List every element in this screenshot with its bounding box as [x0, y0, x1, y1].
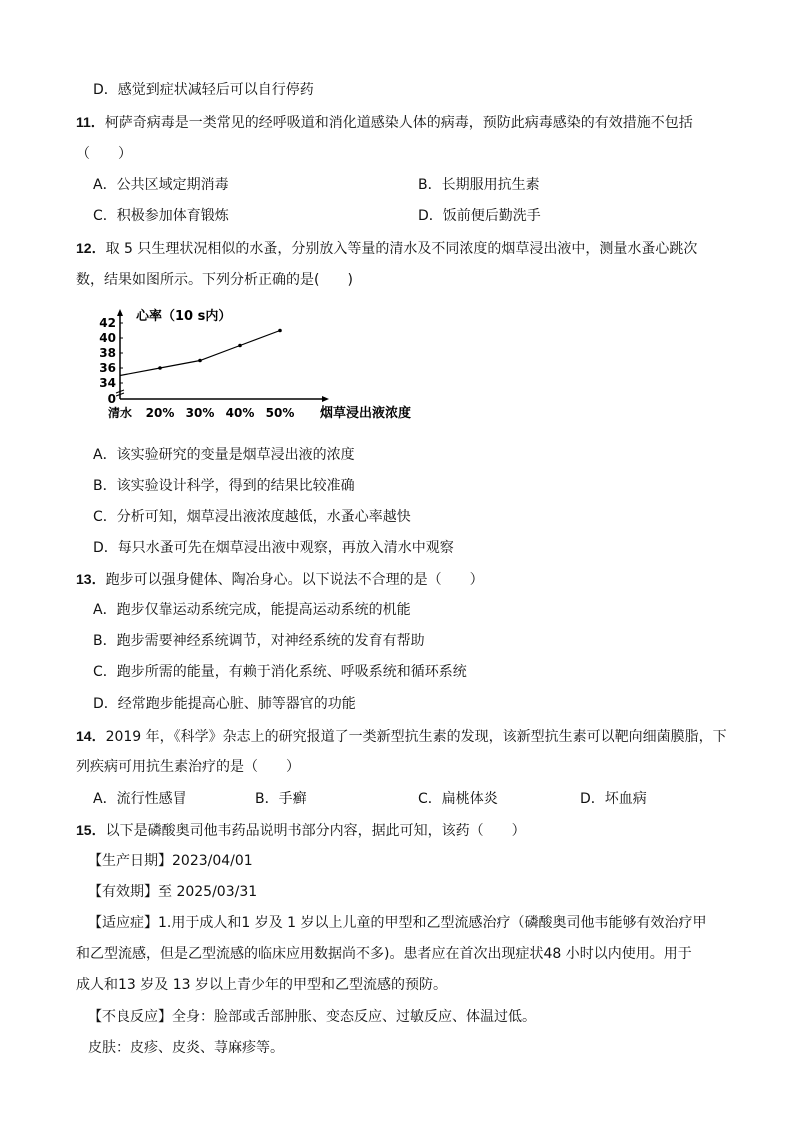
chart-x-tick-label: 清水: [107, 406, 133, 420]
chart-y-axis-label: 心率（10 s内）: [136, 309, 232, 324]
q12-stem-text: 取 5 只生理状况相似的水蚤，分别放入等量的清水及不同浓度的烟草浸出液中，测量水蚤心跳次: [105, 241, 698, 257]
q15-expiry: 【有效期】至 2025/03/31: [88, 884, 258, 900]
chart-x-axis-label: 烟草浸出液浓度: [320, 406, 412, 421]
q14-option-c: C．扁桃体炎: [418, 791, 498, 807]
q14-stem-text: 2019 年，《科学》杂志上的研究报道了一类新型抗生素的发现，该新型抗生素可以靶向细菌膜脂，下: [105, 729, 727, 745]
q12-stem-line2: 数，结果如图所示。下列分析正确的是( ): [76, 272, 353, 288]
q12-option-d: D．每只水蚤可先在烟草浸出液中观察，再放入清水中观察: [93, 540, 454, 556]
q12-number: 12．: [76, 240, 106, 256]
q11-option-d: D．饭前便后勤洗手: [418, 208, 541, 224]
q13-option-a: A．跑步仅靠运动系统完成，能提高运动系统的机能: [93, 602, 411, 618]
q11-stem-text: 柯萨奇病毒是一类常见的经呼吸道和消化道感染人体的病毒，预防此病毒感染的有效措施不包括: [104, 115, 693, 131]
chart-x-tick-label: 20%: [145, 406, 175, 420]
q15-stem-text: 以下是磷酸奥司他韦药品说明书部分内容，据此可知，该药（ ）: [105, 823, 526, 839]
q13-stem: [76, 569, 484, 590]
chart-x-tick-label: 50%: [265, 406, 295, 420]
q12-option-c: C．分析可知，烟草浸出液浓度越低，水蚤心率越快: [93, 509, 411, 525]
chart-y-tick-label: 0: [107, 392, 116, 406]
q14-option-a: A．流行性感冒: [93, 791, 187, 807]
q14-stem-line1: [76, 726, 727, 747]
chart-data-point: [158, 366, 162, 370]
q12-option-a: A．该实验研究的变量是烟草浸出液的浓度: [93, 447, 355, 463]
chart-data-point: [198, 359, 202, 363]
chart-x-axis-arrow: [322, 396, 329, 402]
q15-adverse-line1: 【不良反应】全身：脸部或舌部肿胀、变态反应、过敏反应、体温过低。: [88, 1009, 536, 1025]
q15-adverse-line2: 皮肤：皮疹、皮炎、荨麻疹等。: [88, 1040, 284, 1056]
q11-blank: （ ）: [76, 146, 132, 162]
q15-indication-line2: 和乙型流感，但是乙型流感的临床应用数据尚不多)。患者应在首次出现症状48 小时以内使用。用于: [76, 946, 692, 962]
q15-stem: [76, 820, 526, 841]
q15-indication-line3: 成人和13 岁及 13 岁以上青少年的甲型和乙型流感的预防。: [76, 977, 447, 993]
q15-production-date: 【生产日期】2023/04/01: [88, 853, 253, 869]
chart-y-tick-label: 36: [99, 361, 116, 375]
q10-option-d: D．感觉到症状减轻后可以自行停药: [93, 82, 314, 98]
chart-data-point: [238, 344, 242, 348]
chart-y-tick-label: 38: [99, 346, 116, 360]
q11-option-a: A．公共区域定期消毒: [93, 177, 229, 193]
q13-option-d: D．经常跑步能提高心脏、肺等器官的功能: [93, 696, 356, 712]
q14-option-d: D．坏血病: [580, 791, 647, 807]
heart-rate-chart: [99, 305, 412, 430]
q15-indication-line1: 【适应症】1.用于成人和1 岁及 1 岁以上儿童的甲型和乙型流感治疗（磷酸奥司他韦能够有效治疗甲: [88, 915, 707, 931]
chart-x-tick-label: 40%: [225, 406, 255, 420]
q11-stem: [76, 112, 693, 133]
q13-option-b: B．跑步需要神经系统调节，对神经系统的发育有帮助: [93, 633, 425, 649]
q12-option-b: B．该实验设计科学，得到的结果比较准确: [93, 478, 355, 494]
q11-option-b: B．长期服用抗生素: [418, 177, 540, 193]
chart-data-point: [278, 329, 282, 333]
q14-stem-line2: 列疾病可用抗生素治疗的是（ ）: [76, 759, 300, 775]
q15-number: 15．: [76, 822, 106, 838]
q13-number: 13．: [76, 571, 106, 587]
chart-series-line: [120, 331, 280, 376]
q12-stem-line1: [76, 238, 697, 259]
q11-option-c: C．积极参加体育锻炼: [93, 208, 229, 224]
q14-number: 14．: [76, 728, 106, 744]
chart-y-tick-label: 34: [99, 376, 116, 390]
q11-number: 11．: [76, 114, 105, 130]
q13-stem-text: 跑步可以强身健体、陶冶身心。以下说法不合理的是（ ）: [105, 572, 484, 588]
chart-y-tick-label: 42: [99, 316, 116, 330]
chart-x-tick-label: 30%: [185, 406, 215, 420]
chart-y-tick-label: 40: [99, 331, 116, 345]
q13-option-c: C．跑步所需的能量，有赖于消化系统、呼吸系统和循环系统: [93, 664, 467, 680]
q14-option-b: B．手癣: [255, 791, 307, 807]
chart-y-axis-arrow: [117, 309, 123, 316]
